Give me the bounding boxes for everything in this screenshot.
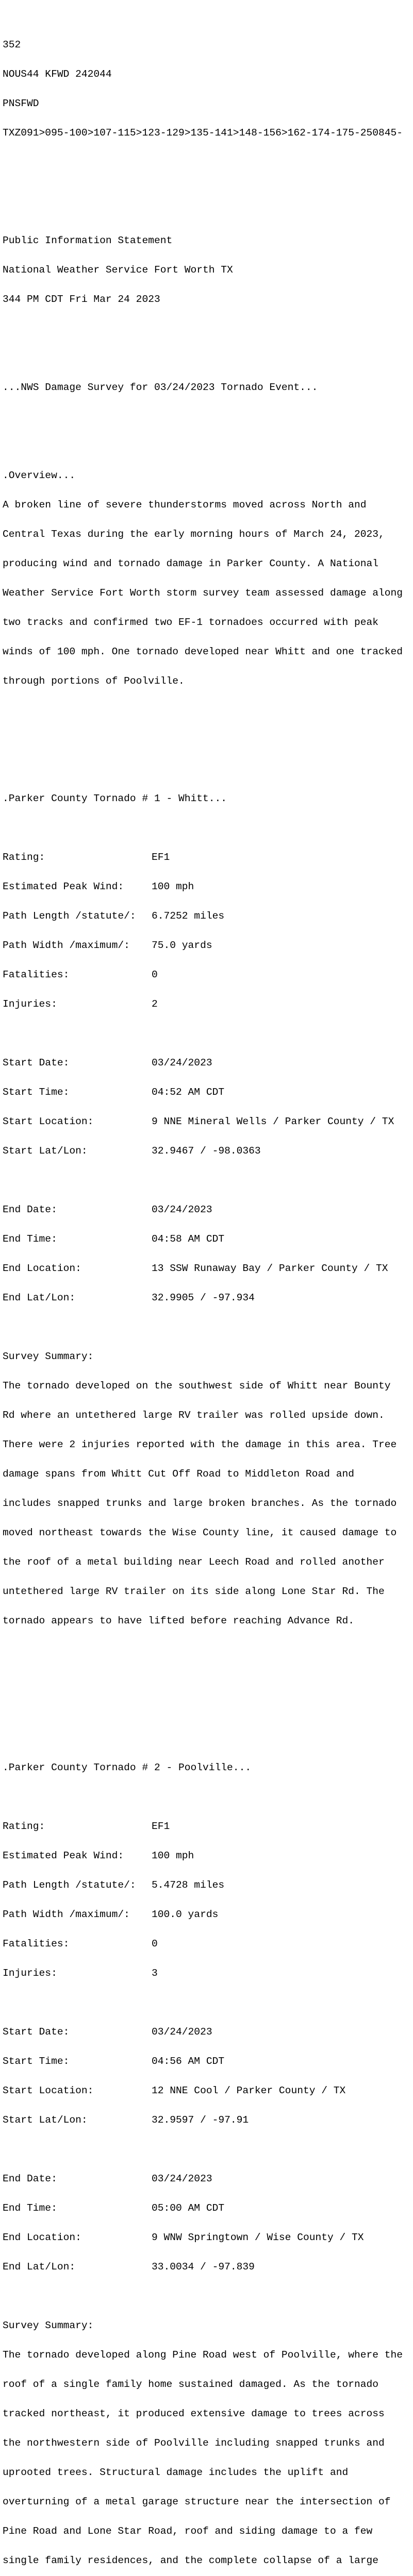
stat-label: Injuries:	[3, 998, 57, 1010]
stat-value: 100 mph	[152, 1850, 194, 1861]
stat-label: Injuries:	[3, 1968, 57, 1979]
start-row	[3, 1088, 413, 1097]
header-block	[3, 21, 413, 158]
start-value: 12 NNE Cool / Parker County / TX	[152, 2085, 346, 2096]
stat-label: Path Length /statute/:	[3, 1879, 136, 1891]
start-value: 32.9467 / -98.0363	[152, 1145, 261, 1157]
blank-line	[3, 2292, 413, 2301]
stat-label: Path Width /maximum/:	[3, 940, 130, 951]
summary-line: moved northeast towards the Wise County line, it caused damage to	[3, 1527, 397, 1538]
stat-row	[3, 1910, 413, 1920]
end-label: End Time:	[3, 2202, 57, 2214]
end-label: End Date:	[3, 1204, 57, 1215]
summary-line: tornado appears to have lifted before reaching Advance Rd.	[3, 1615, 354, 1626]
start-label: Start Location:	[3, 2085, 94, 2096]
stat-row	[3, 999, 413, 1009]
end-row	[3, 2262, 413, 2272]
header-line: TXZ091>095-100>107-115>123-129>135-141>148-156>162-174-175-250845-	[3, 127, 403, 139]
start-value: 04:52 AM CDT	[152, 1087, 225, 1098]
overview-line: Weather Service Fort Worth storm survey team assessed damage along	[3, 587, 403, 599]
overview-line: winds of 100 mph. One tornado developed near Whitt and one tracked	[3, 646, 403, 657]
start-row	[3, 2115, 413, 2125]
stat-row	[3, 970, 413, 980]
blank-line	[3, 412, 413, 422]
end-row	[3, 2174, 413, 2184]
end-value: 03/24/2023	[152, 2173, 212, 2184]
summary-line: The tornado developed along Pine Road west of Poolville, where the	[3, 2349, 403, 2361]
stat-row	[3, 882, 413, 892]
stat-value: 100 mph	[152, 881, 194, 892]
blank-line	[3, 1323, 413, 1332]
stat-label: Estimated Peak Wind:	[3, 881, 124, 892]
summary-line: Rd where an untethered large RV trailer was rolled upside down.	[3, 1410, 385, 1421]
end-value: 04:58 AM CDT	[152, 1233, 225, 1245]
summary-line: the northwestern side of Poolville including snapped trunks and	[3, 2437, 385, 2449]
start-label: Start Location:	[3, 1116, 94, 1127]
blank-line	[3, 1665, 413, 1675]
end-label: End Time:	[3, 1233, 57, 1245]
start-row	[3, 2086, 413, 2096]
overview-line: producing wind and tornado damage in Parker County. A National	[3, 558, 379, 569]
start-label: Start Lat/Lon:	[3, 2114, 88, 2126]
stat-label: Fatalities:	[3, 1938, 70, 1950]
stat-value: 100.0 yards	[152, 1909, 219, 1920]
blank-line	[3, 344, 413, 353]
summary-line: damage spans from Whitt Cut Off Road to Middleton Road and	[3, 1468, 354, 1480]
stat-row	[3, 1851, 413, 1861]
end-value: 9 WNW Springtown / Wise County / TX	[152, 2232, 364, 2243]
summary-line: The tornado developed on the southwest side of Whitt near Bounty	[3, 1380, 391, 1392]
stat-label: Path Length /statute/:	[3, 910, 136, 922]
stat-value: 0	[152, 1938, 158, 1950]
summary-line: roof of a single family home sustained damaged. As the tornado	[3, 2379, 379, 2390]
title-line: 344 PM CDT Fri Mar 24 2023	[3, 294, 160, 305]
stat-value: 3	[152, 1968, 158, 1979]
header-line: 352	[3, 39, 21, 50]
blank-line	[3, 177, 413, 187]
end-row	[3, 2204, 413, 2213]
end-label: End Date:	[3, 2173, 57, 2184]
blank-line	[3, 1029, 413, 1039]
start-label: Start Lat/Lon:	[3, 1145, 88, 1157]
stat-value: 2	[152, 998, 158, 1010]
blank-line	[3, 823, 413, 833]
end-row	[3, 1234, 413, 1244]
stat-row	[3, 941, 413, 951]
summary-line: the roof of a metal building near Leech Road and rolled another	[3, 1556, 385, 1568]
headline: ...NWS Damage Survey for 03/24/2023 Tornado Event...	[3, 382, 318, 393]
start-value: 32.9597 / -97.91	[152, 2114, 249, 2126]
start-label: Start Date:	[3, 1057, 70, 1069]
title-block	[3, 216, 413, 324]
overview-line: A broken line of severe thunderstorms moved across North and	[3, 499, 367, 511]
stat-label: Rating:	[3, 1821, 45, 1832]
summary-line: uprooted trees. Structural damage includes the uplift and	[3, 2467, 349, 2478]
blank-line	[3, 1998, 413, 2008]
summary-line: Pine Road and Lone Star Road, roof and siding damage to a few	[3, 2526, 373, 2537]
summary-line: untethered large RV trailer on its side along Lone Star Rd. The	[3, 1586, 385, 1597]
summary-line: includes snapped trunks and large broken branches. As the tornado	[3, 1498, 397, 1509]
end-row	[3, 1205, 413, 1215]
overview-line: two tracks and confirmed two EF-1 tornadoes occurred with peak	[3, 617, 379, 628]
end-value: 13 SSW Runaway Bay / Parker County / TX	[152, 1263, 388, 1274]
start-row	[3, 1117, 413, 1127]
stat-value: EF1	[152, 1821, 170, 1832]
title-line: National Weather Service Fort Worth TX	[3, 264, 233, 276]
summary-line: There were 2 injuries reported with the damage in this area. Tree	[3, 1439, 397, 1450]
summary-line: single family residences, and the complete collapse of a large	[3, 2555, 379, 2566]
stat-row	[3, 1822, 413, 1832]
start-row	[3, 2027, 413, 2037]
overview-line: through portions of Poolville.	[3, 675, 185, 687]
stat-value: 6.7252 miles	[152, 910, 225, 922]
end-label: End Lat/Lon:	[3, 1292, 76, 1303]
stat-label: Fatalities:	[3, 969, 70, 980]
end-label: End Lat/Lon:	[3, 2261, 76, 2273]
blank-line	[3, 2145, 413, 2155]
overview-section	[3, 451, 413, 706]
end-value: 05:00 AM CDT	[152, 2202, 225, 2214]
stat-value: 5.4728 miles	[152, 1879, 225, 1891]
stat-row	[3, 1969, 413, 1978]
tornado-1-heading: .Parker County Tornado # 1 - Whitt...	[3, 793, 227, 804]
title-line: Public Information Statement	[3, 235, 173, 246]
survey-summary-heading: Survey Summary:	[3, 2320, 94, 2331]
start-label: Start Time:	[3, 2056, 70, 2067]
summary-line: tracked northeast, it produced extensive damage to trees across	[3, 2408, 385, 2419]
start-value: 9 NNE Mineral Wells / Parker County / TX	[152, 1116, 394, 1127]
end-value: 32.9905 / -97.934	[152, 1292, 255, 1303]
start-label: Start Time:	[3, 1087, 70, 1098]
start-label: Start Date:	[3, 2026, 70, 2038]
overview-line: Central Texas during the early morning hours of March 24, 2023,	[3, 529, 385, 540]
blank-line	[3, 1176, 413, 1185]
start-value: 03/24/2023	[152, 2026, 212, 2038]
start-value: 04:56 AM CDT	[152, 2056, 225, 2067]
stat-row	[3, 911, 413, 921]
start-value: 03/24/2023	[152, 1057, 212, 1069]
start-row	[3, 1146, 413, 1156]
header-line: NOUS44 KFWD 242044	[3, 69, 112, 80]
tornado-2-heading: .Parker County Tornado # 2 - Poolville...	[3, 1762, 252, 1773]
stat-value: EF1	[152, 852, 170, 863]
stat-row	[3, 1880, 413, 1890]
end-label: End Location:	[3, 1263, 81, 1274]
stat-row	[3, 1939, 413, 1949]
stat-label: Estimated Peak Wind:	[3, 1850, 124, 1861]
overview-heading: .Overview...	[3, 470, 76, 481]
stat-value: 0	[152, 969, 158, 980]
end-row	[3, 1264, 413, 1274]
end-value: 03/24/2023	[152, 1204, 212, 1215]
start-row	[3, 1058, 413, 1068]
blank-line	[3, 725, 413, 735]
end-row	[3, 1293, 413, 1303]
header-line: PNSFWD	[3, 98, 39, 109]
stat-value: 75.0 yards	[152, 940, 212, 951]
tornado-2-section	[3, 1743, 413, 2576]
blank-line	[3, 1792, 413, 1802]
end-row	[3, 2233, 413, 2243]
survey-summary-heading: Survey Summary:	[3, 1351, 94, 1362]
start-row	[3, 2057, 413, 2066]
tornado-1-section	[3, 774, 413, 1646]
stat-row	[3, 853, 413, 862]
blank-line	[3, 1694, 413, 1704]
stat-label: Path Width /maximum/:	[3, 1909, 130, 1920]
stat-label: Rating:	[3, 852, 45, 863]
summary-line: overturning of a metal garage structure near the intersection of	[3, 2496, 391, 2507]
end-label: End Location:	[3, 2232, 81, 2243]
end-value: 33.0034 / -97.839	[152, 2261, 255, 2273]
